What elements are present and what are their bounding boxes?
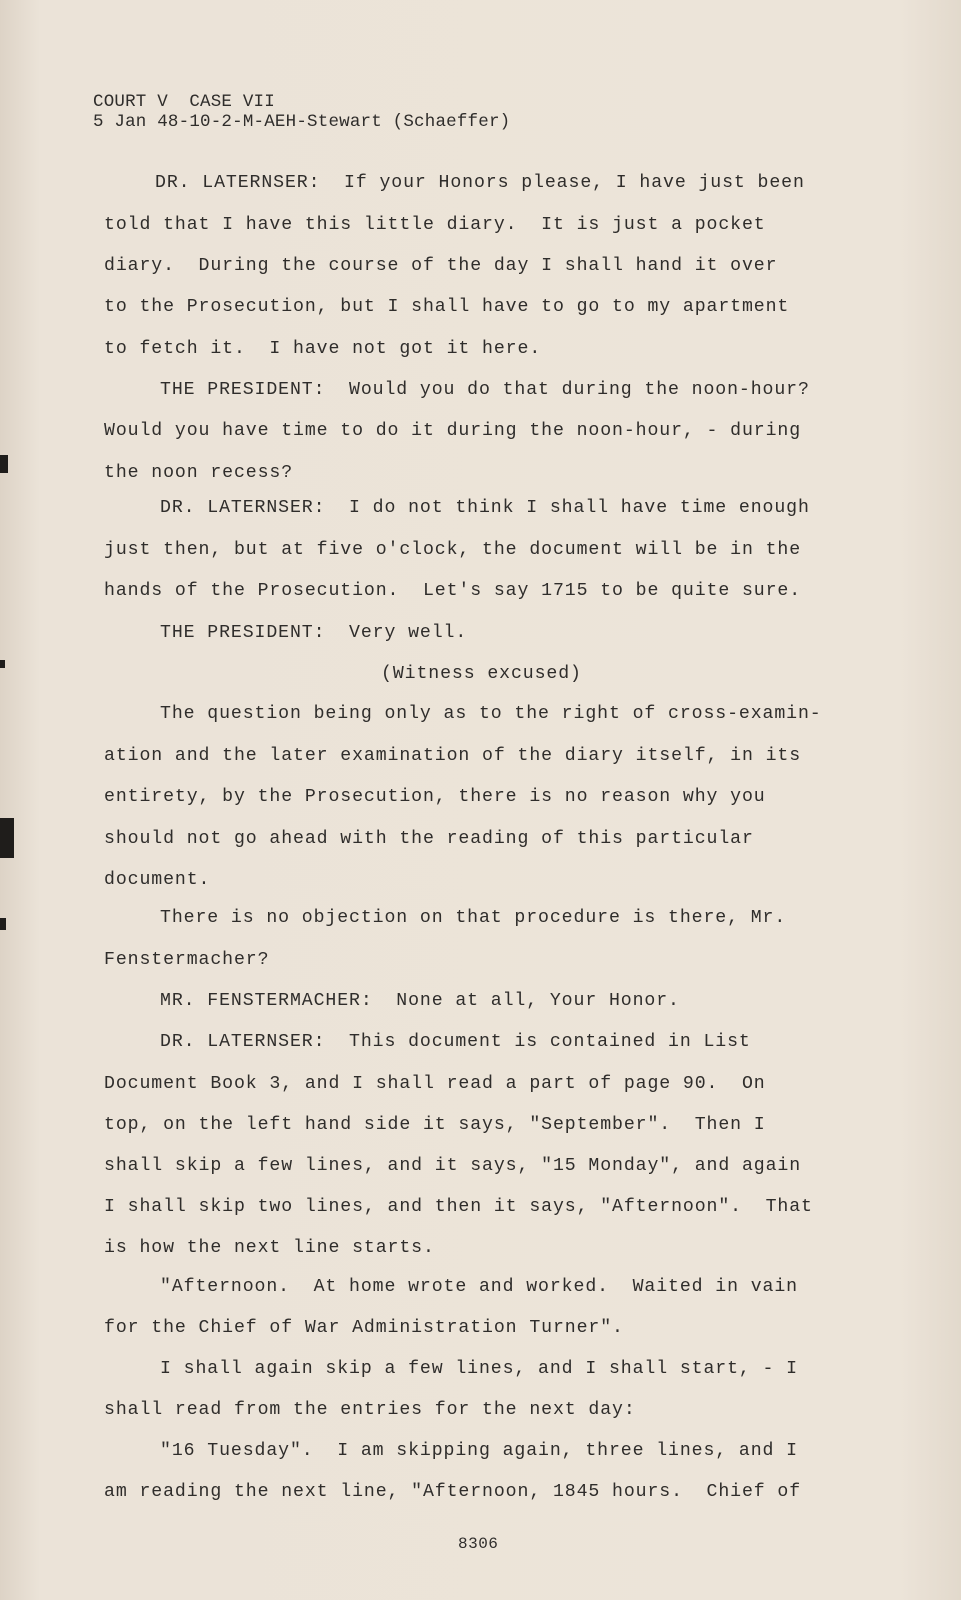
transcript-line: DR. LATERNSER: This document is contained in List — [160, 1032, 751, 1052]
transcript-line: to the Prosecution, but I shall have to go to my apartment — [104, 297, 790, 317]
margin-mark — [0, 660, 5, 668]
margin-mark — [0, 918, 6, 930]
transcript-line: should not go ahead with the reading of this particular — [104, 829, 754, 849]
page-number: 8306 — [458, 1535, 499, 1553]
transcript-line: MR. FENSTERMACHER: None at all, Your Honor. — [160, 991, 680, 1011]
transcript-line: am reading the next line, "Afternoon, 1845 hours. Chief of — [104, 1482, 802, 1502]
transcript-line: Document Book 3, and I shall read a part of page 90. On — [104, 1074, 766, 1094]
header-line-2: 5 Jan 48-10-2-M-AEH-Stewart (Schaeffer) — [93, 112, 511, 132]
margin-mark — [0, 455, 8, 473]
transcript-line: DR. LATERNSER: If your Honors please, I have just been — [155, 173, 805, 193]
transcript-line: shall skip a few lines, and it says, "15 Monday", and again — [104, 1156, 802, 1176]
transcript-line: Would you have time to do it during the noon-hour, - during — [104, 421, 802, 441]
transcript-line: There is no objection on that procedure is there, Mr. — [160, 908, 787, 928]
transcript-line: hands of the Prosecution. Let's say 1715 to be quite sure. — [104, 581, 802, 601]
transcript-line: entirety, by the Prosecution, there is no reason why you — [104, 787, 766, 807]
transcript-line: the noon recess? — [104, 463, 294, 483]
transcript-line: just then, but at five o'clock, the document will be in the — [104, 540, 802, 560]
transcript-line: DR. LATERNSER: I do not think I shall have time enough — [160, 498, 810, 518]
transcript-line: Fenstermacher? — [104, 950, 270, 970]
transcript-line: for the Chief of War Administration Turner". — [104, 1318, 624, 1338]
case-header — [93, 92, 510, 132]
transcript-line: told that I have this little diary. It is just a pocket — [104, 215, 766, 235]
transcript-line: The question being only as to the right of cross-examin- — [160, 704, 822, 724]
transcript-line: shall read from the entries for the next day: — [104, 1400, 636, 1420]
header-line-1: COURT V CASE VII — [93, 92, 275, 112]
transcript-line: top, on the left hand side it says, "September". Then I — [104, 1115, 766, 1135]
transcript-line: document. — [104, 870, 211, 890]
transcript-line: THE PRESIDENT: Very well. — [160, 623, 468, 643]
transcript-line: to fetch it. I have not got it here. — [104, 339, 542, 359]
transcript-line: (Witness excused) — [381, 664, 582, 684]
transcript-line: I shall skip two lines, and then it says, "Afternoon". That — [104, 1197, 813, 1217]
transcript-line: is how the next line starts. — [104, 1238, 435, 1258]
margin-mark — [0, 818, 14, 858]
transcript-line: THE PRESIDENT: Would you do that during the noon-hour? — [160, 380, 810, 400]
transcript-line: "Afternoon. At home wrote and worked. Waited in vain — [160, 1277, 798, 1297]
transcript-line: diary. During the course of the day I shall hand it over — [104, 256, 778, 276]
transcript-line: "16 Tuesday". I am skipping again, three lines, and I — [160, 1441, 798, 1461]
transcript-line: ation and the later examination of the diary itself, in its — [104, 746, 802, 766]
transcript-line: I shall again skip a few lines, and I shall start, - I — [160, 1359, 798, 1379]
